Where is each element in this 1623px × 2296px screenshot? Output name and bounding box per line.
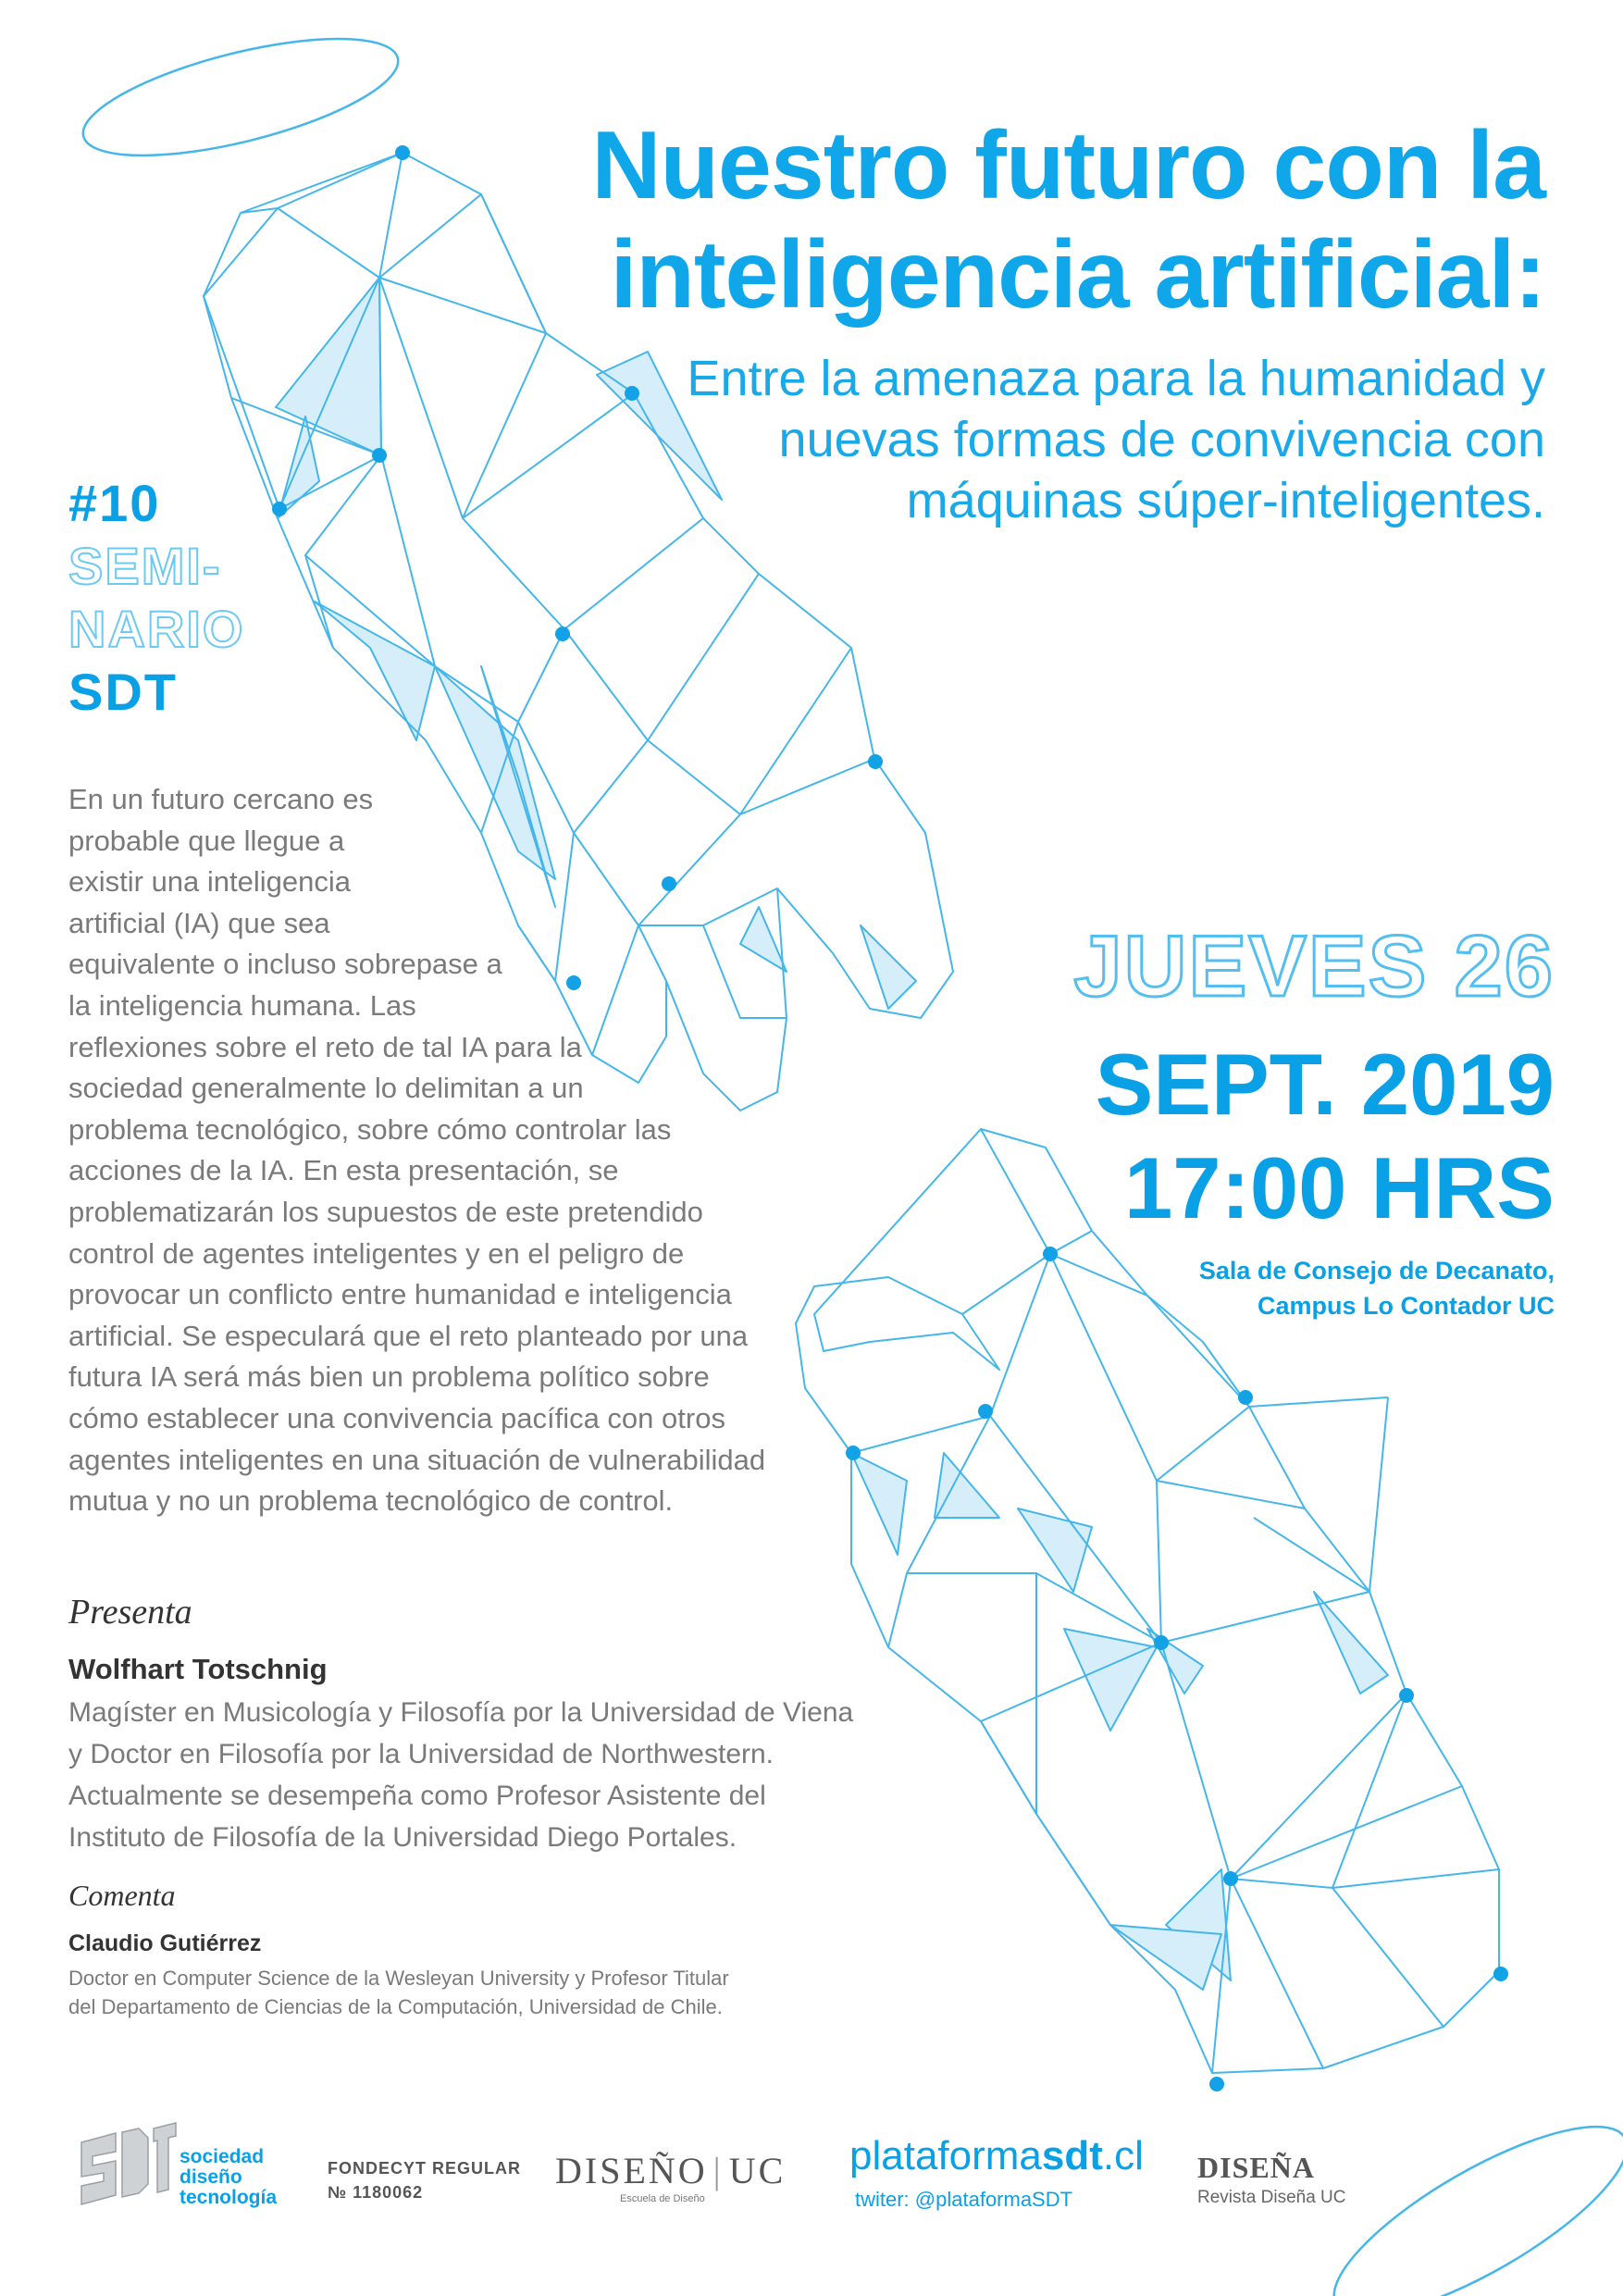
series-line-2: NARIO [68,600,245,658]
diseno-uc-left: DISEÑO [555,2150,708,2191]
diseno-uc-logo [555,2149,786,2192]
revista-disena-logo: DISEÑA [1197,2151,1315,2184]
fondecyt-line-1: FONDECYT REGULAR [328,2159,521,2178]
title-line-1: Nuestro futuro con la [591,112,1545,219]
abstract-line: En un futuro cercano es [68,783,374,815]
diseno-uc-right: UC [728,2150,787,2191]
abstract-line: artificial (IA) que sea [68,906,330,939]
sdt-logo-line-3: tecnología [180,2187,278,2208]
abstract-line: agentes inteligentes en una situación de vulnerabilidad [68,1443,766,1476]
diseno-uc-subtitle: Escuela de Diseño [620,2193,705,2204]
subtitle-line-1: Entre la amenaza para la humanidad y [687,351,1545,406]
abstract-line: cómo establecer una convivencia pacífica con otros [68,1401,725,1434]
abstract-line: problematizarán los supuestos de este pretendido [68,1195,703,1228]
abstract-line: existir una inteligencia [68,865,352,899]
title-line-2: inteligencia artificial: [610,221,1545,329]
abstract-line: equivalente o incluso sobrepase a [68,948,502,981]
commenter-bio-line: del Departamento de Ciencias de la Computación, Universidad de Chile. [68,1995,723,2018]
series-number: #10 [68,474,161,532]
sdt-logo-text [180,2147,277,2208]
venue-line-1: Sala de Consejo de Decanato, [1198,1257,1555,1285]
sdt-logo-line-1: sociedad [180,2146,265,2167]
fondecyt-line-2: № 1180062 [328,2183,424,2202]
abstract-line: mutua y no un problema tecnológico de control. [68,1484,674,1518]
abstract-line: problema tecnológico, sobre cómo controlar las [68,1112,672,1146]
presenter-bio-line: y Doctor en Filosofía por la Universidad de Northwestern. [68,1739,774,1769]
abstract-line: futura IA será más bien un problema político sobre [68,1360,710,1394]
commenter-bio-line: Doctor en Computer Science de la Wesleyan University y Profesor Titular [68,1967,729,1990]
abstract-line: artificial. Se especulará que el reto planteado por una [68,1319,749,1352]
revista-disena-subtitle: Revista Diseña UC [1197,2188,1346,2207]
event-time: 17:00 HRS [1124,1139,1555,1236]
subtitle-line-3: máquinas súper-inteligentes. [906,473,1545,528]
twitter-handle[interactable]: twiter: @plataformaSDT [855,2188,1073,2211]
event-day: JUEVES 26 [1073,917,1555,1014]
presenter-bio-line: Actualmente se desempeña como Profesor Asistente del [68,1781,766,1811]
presenter-bio-line: Magíster en Musicología y Filosofía por la Universidad de Viena [68,1697,854,1728]
abstract-line: control de agentes inteligentes y en el peligro de [68,1236,685,1270]
event-month-year: SEPT. 2019 [1095,1036,1555,1133]
abstract-line: sociedad generalmente lo delimitan a un [68,1072,584,1105]
abstract-line: la inteligencia humana. Las [68,988,416,1022]
presenter-bio-line: Instituto de Filosofía de la Universidad Diego Portales. [68,1822,737,1853]
commenter-label: Comenta [68,1879,176,1912]
series-line-1: SEMI- [68,537,222,595]
abstract-line: reflexiones sobre el reto de tal IA para la [68,1030,582,1063]
abstract-line: probable que llegue a [68,824,345,857]
abstract-line: provocar un conflicto entre humanidad e inteligencia [68,1278,732,1311]
platform-url-prefix: plataforma [849,2133,1042,2178]
platform-url-link[interactable] [849,2133,1144,2179]
venue-line-2: Campus Lo Contador UC [1258,1292,1555,1320]
subtitle-line-2: nuevas formas de convivencia con [778,412,1545,467]
presenter-name: Wolfhart Totschnig [68,1653,328,1685]
fondecyt-credit [328,2156,521,2204]
sdt-logo-line-2: diseño [180,2166,242,2188]
abstract-line: acciones de la IA. En esta presentación, se [68,1154,619,1187]
commenter-name: Claudio Gutiérrez [68,1930,262,1956]
diseno-uc-divider: | [712,2150,724,2191]
platform-url-bold: sdt [1041,2133,1103,2178]
presenter-label: Presenta [68,1593,192,1632]
series-line-3: SDT [68,663,178,721]
platform-url-suffix: .cl [1102,2133,1144,2178]
